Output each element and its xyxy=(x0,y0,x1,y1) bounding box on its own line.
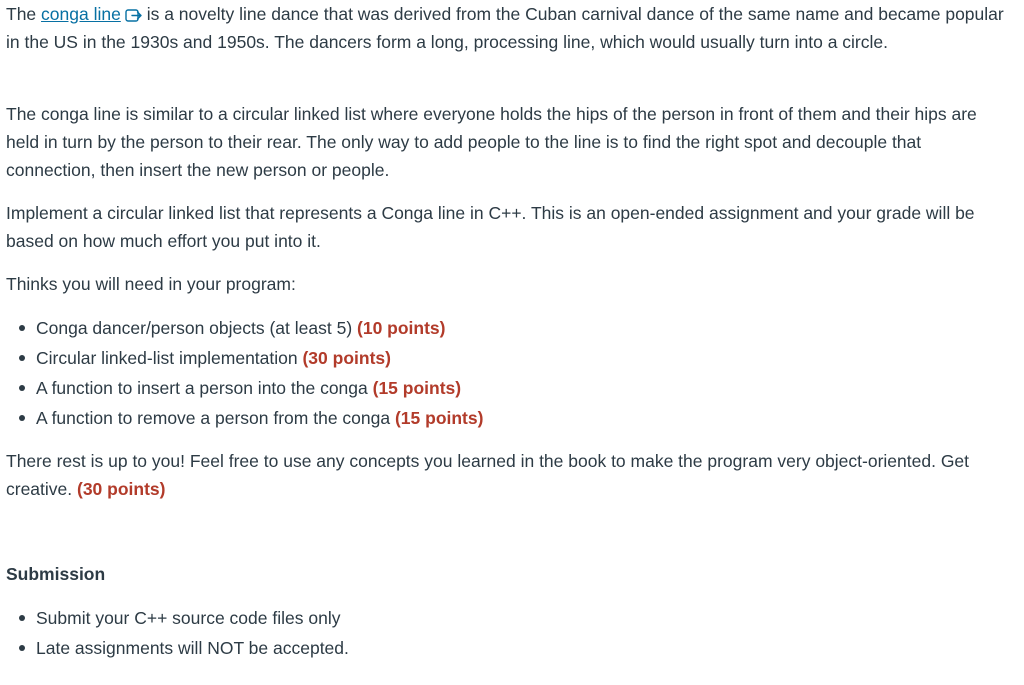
list-item xyxy=(36,403,996,433)
list-item xyxy=(36,373,996,403)
conga-line-link[interactable]: conga line xyxy=(41,4,121,24)
implement-paragraph: Implement a circular linked list that represents a Conga line in C++. This is an open-ended assignment and your grade will be based on how much effort you put into it. xyxy=(6,203,975,251)
intro-prefix: The xyxy=(6,4,42,24)
submission-list xyxy=(36,603,996,663)
creative-paragraph xyxy=(6,447,1006,503)
points-label: (10 points) xyxy=(357,318,446,338)
needs-intro-paragraph: Thinks you will need in your program: xyxy=(6,274,296,294)
requirement-text: Conga dancer/person objects (at least 5) xyxy=(36,318,358,338)
requirements-list xyxy=(36,313,996,433)
requirement-text: Circular linked-list implementation xyxy=(36,348,303,368)
requirement-text: A function to remove a person from the conga xyxy=(36,408,395,428)
points-label: (15 points) xyxy=(372,378,462,398)
list-item: Submit your C++ source code files only xyxy=(36,603,996,633)
requirement-text: A function to insert a person into the conga xyxy=(36,378,373,398)
points-label: (15 points) xyxy=(394,408,484,428)
submission-heading: Submission xyxy=(6,564,106,584)
list-item: Late assignments will NOT be accepted. xyxy=(36,633,996,663)
external-link-icon[interactable] xyxy=(125,8,142,23)
intro-paragraph xyxy=(6,0,1006,56)
points-label: (30 points) xyxy=(302,348,391,368)
points-label: (30 points) xyxy=(77,479,166,499)
list-item xyxy=(36,343,996,373)
creative-text: There rest is up to you! Feel free to use any concepts you learned in the book to make the program very object-oriented. Get creative. xyxy=(6,451,970,499)
list-item xyxy=(36,313,996,343)
circular-list-paragraph: The conga line is similar to a circular linked list where everyone holds the hips of the person in front of them and their hips are held in turn by the person to their rear. The only way to add people to the line is to find the right spot and decouple that connection, then insert the new person or people. xyxy=(6,104,977,180)
intro-suffix: is a novelty line dance that was derived from the Cuban carnival dance of the same name and became popular in the US in the 1930s and 1950s. The dancers form a long, processing line, which would usually turn into a circle. xyxy=(6,4,1004,52)
